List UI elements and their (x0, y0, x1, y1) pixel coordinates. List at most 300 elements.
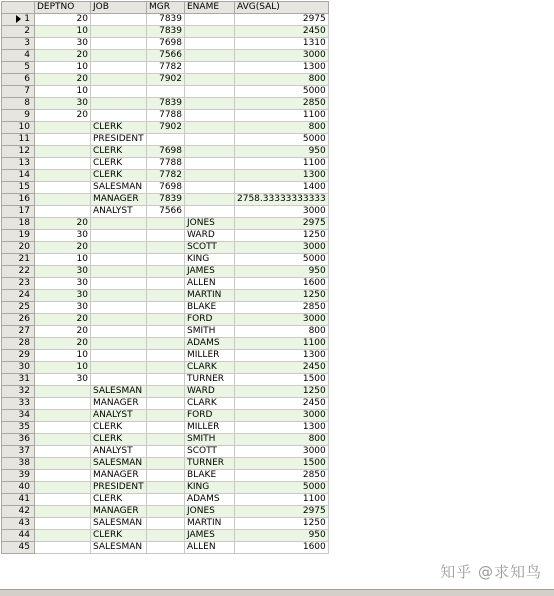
row-number[interactable] (2, 170, 35, 182)
cell-mgr[interactable] (147, 506, 185, 518)
cell-avg-sal[interactable]: 2450 (235, 362, 329, 374)
cell-deptno[interactable] (35, 134, 91, 146)
row-number[interactable] (2, 542, 35, 554)
row-number[interactable] (2, 110, 35, 122)
row-number[interactable] (2, 74, 35, 86)
table-row[interactable] (2, 506, 329, 518)
cell-ename[interactable] (185, 74, 235, 86)
cell-mgr[interactable] (147, 350, 185, 362)
table-row[interactable] (2, 110, 329, 122)
cell-job[interactable] (91, 326, 147, 338)
cell-deptno[interactable]: 20 (35, 218, 91, 230)
row-number[interactable] (2, 398, 35, 410)
cell-ename[interactable] (185, 206, 235, 218)
cell-mgr[interactable]: 7782 (147, 170, 185, 182)
row-number[interactable] (2, 242, 35, 254)
cell-ename[interactable] (185, 86, 235, 98)
cell-mgr[interactable] (147, 482, 185, 494)
cell-mgr[interactable]: 7839 (147, 194, 185, 206)
cell-avg-sal[interactable]: 2450 (235, 398, 329, 410)
cell-job[interactable]: SALESMAN (91, 386, 147, 398)
cell-ename[interactable]: SMITH (185, 326, 235, 338)
row-number[interactable] (2, 266, 35, 278)
cell-ename[interactable]: KING (185, 482, 235, 494)
cell-ename[interactable]: JONES (185, 218, 235, 230)
cell-mgr[interactable] (147, 542, 185, 554)
cell-job[interactable]: MANAGER (91, 398, 147, 410)
cell-job[interactable]: ANALYST (91, 446, 147, 458)
cell-job[interactable] (91, 230, 147, 242)
cell-avg-sal[interactable]: 3000 (235, 314, 329, 326)
cell-job[interactable] (91, 74, 147, 86)
cell-ename[interactable]: FORD (185, 410, 235, 422)
cell-deptno[interactable]: 30 (35, 266, 91, 278)
table-row[interactable] (2, 146, 329, 158)
row-number[interactable] (2, 458, 35, 470)
cell-job[interactable] (91, 374, 147, 386)
table-row[interactable] (2, 530, 329, 542)
table-row[interactable] (2, 374, 329, 386)
cell-avg-sal[interactable]: 2975 (235, 506, 329, 518)
cell-mgr[interactable] (147, 458, 185, 470)
column-header-mgr[interactable]: MGR (147, 2, 185, 14)
cell-mgr[interactable]: 7788 (147, 158, 185, 170)
row-number[interactable] (2, 386, 35, 398)
cell-ename[interactable] (185, 98, 235, 110)
cell-deptno[interactable] (35, 446, 91, 458)
row-number[interactable] (2, 530, 35, 542)
cell-mgr[interactable] (147, 314, 185, 326)
cell-deptno[interactable] (35, 170, 91, 182)
cell-ename[interactable] (185, 158, 235, 170)
table-row[interactable] (2, 494, 329, 506)
cell-ename[interactable]: WARD (185, 386, 235, 398)
cell-job[interactable] (91, 278, 147, 290)
cell-avg-sal[interactable]: 1300 (235, 422, 329, 434)
cell-job[interactable] (91, 62, 147, 74)
row-number[interactable] (2, 134, 35, 146)
cell-job[interactable] (91, 86, 147, 98)
cell-mgr[interactable] (147, 530, 185, 542)
cell-job[interactable] (91, 314, 147, 326)
table-row[interactable] (2, 362, 329, 374)
cell-ename[interactable] (185, 146, 235, 158)
cell-avg-sal[interactable]: 950 (235, 266, 329, 278)
cell-deptno[interactable]: 30 (35, 278, 91, 290)
cell-avg-sal[interactable]: 800 (235, 434, 329, 446)
table-row[interactable] (2, 50, 329, 62)
cell-mgr[interactable] (147, 254, 185, 266)
row-number[interactable] (2, 230, 35, 242)
table-row[interactable] (2, 398, 329, 410)
cell-deptno[interactable]: 10 (35, 254, 91, 266)
cell-job[interactable]: CLERK (91, 122, 147, 134)
cell-ename[interactable] (185, 170, 235, 182)
table-row[interactable] (2, 458, 329, 470)
cell-avg-sal[interactable]: 2450 (235, 26, 329, 38)
row-number[interactable] (2, 374, 35, 386)
table-row[interactable] (2, 350, 329, 362)
cell-mgr[interactable] (147, 410, 185, 422)
cell-job[interactable] (91, 254, 147, 266)
cell-ename[interactable]: JAMES (185, 530, 235, 542)
cell-deptno[interactable]: 20 (35, 50, 91, 62)
cell-job[interactable] (91, 14, 147, 26)
cell-deptno[interactable]: 20 (35, 14, 91, 26)
cell-deptno[interactable] (35, 386, 91, 398)
row-number[interactable] (2, 518, 35, 530)
cell-ename[interactable]: WARD (185, 230, 235, 242)
cell-avg-sal[interactable]: 1100 (235, 110, 329, 122)
row-number[interactable] (2, 122, 35, 134)
cell-avg-sal[interactable]: 2975 (235, 218, 329, 230)
cell-ename[interactable] (185, 122, 235, 134)
horizontal-scrollbar[interactable] (0, 589, 554, 596)
cell-deptno[interactable] (35, 470, 91, 482)
cell-job[interactable]: CLERK (91, 434, 147, 446)
table-row[interactable] (2, 158, 329, 170)
cell-avg-sal[interactable]: 800 (235, 122, 329, 134)
row-number[interactable] (2, 182, 35, 194)
cell-job[interactable]: MANAGER (91, 194, 147, 206)
cell-job[interactable]: CLERK (91, 146, 147, 158)
cell-deptno[interactable]: 20 (35, 74, 91, 86)
cell-ename[interactable]: JONES (185, 506, 235, 518)
cell-ename[interactable] (185, 134, 235, 146)
row-number[interactable] (2, 446, 35, 458)
cell-deptno[interactable] (35, 182, 91, 194)
table-row[interactable] (2, 470, 329, 482)
row-number[interactable] (2, 206, 35, 218)
cell-mgr[interactable]: 7782 (147, 62, 185, 74)
table-row[interactable] (2, 230, 329, 242)
row-number[interactable] (2, 302, 35, 314)
cell-mgr[interactable] (147, 278, 185, 290)
cell-deptno[interactable] (35, 518, 91, 530)
cell-mgr[interactable] (147, 386, 185, 398)
table-row[interactable] (2, 338, 329, 350)
cell-ename[interactable]: BLAKE (185, 470, 235, 482)
cell-mgr[interactable] (147, 266, 185, 278)
cell-deptno[interactable] (35, 434, 91, 446)
cell-avg-sal[interactable]: 5000 (235, 482, 329, 494)
cell-mgr[interactable]: 7698 (147, 38, 185, 50)
cell-job[interactable] (91, 26, 147, 38)
row-number[interactable] (2, 14, 35, 26)
cell-mgr[interactable]: 7698 (147, 146, 185, 158)
table-row[interactable] (2, 290, 329, 302)
cell-avg-sal[interactable]: 2758.33333333333 (235, 194, 329, 206)
cell-avg-sal[interactable]: 3000 (235, 206, 329, 218)
cell-deptno[interactable]: 30 (35, 302, 91, 314)
cell-deptno[interactable] (35, 506, 91, 518)
cell-avg-sal[interactable]: 1400 (235, 182, 329, 194)
cell-ename[interactable]: TURNER (185, 458, 235, 470)
table-row[interactable] (2, 254, 329, 266)
column-header-deptno[interactable]: DEPTNO (35, 2, 91, 14)
cell-mgr[interactable] (147, 374, 185, 386)
cell-deptno[interactable]: 10 (35, 350, 91, 362)
row-number[interactable] (2, 26, 35, 38)
row-number[interactable] (2, 506, 35, 518)
cell-ename[interactable]: FORD (185, 314, 235, 326)
cell-deptno[interactable]: 10 (35, 362, 91, 374)
table-row[interactable] (2, 446, 329, 458)
cell-avg-sal[interactable]: 1250 (235, 518, 329, 530)
cell-job[interactable] (91, 110, 147, 122)
cell-job[interactable] (91, 38, 147, 50)
cell-job[interactable] (91, 302, 147, 314)
cell-ename[interactable]: ADAMS (185, 338, 235, 350)
cell-mgr[interactable] (147, 470, 185, 482)
cell-mgr[interactable] (147, 518, 185, 530)
cell-mgr[interactable] (147, 242, 185, 254)
cell-mgr[interactable] (147, 398, 185, 410)
table-row[interactable] (2, 182, 329, 194)
table-row[interactable] (2, 482, 329, 494)
cell-deptno[interactable] (35, 122, 91, 134)
cell-deptno[interactable] (35, 146, 91, 158)
cell-deptno[interactable] (35, 398, 91, 410)
cell-deptno[interactable]: 10 (35, 26, 91, 38)
cell-job[interactable] (91, 350, 147, 362)
cell-mgr[interactable] (147, 362, 185, 374)
cell-mgr[interactable] (147, 218, 185, 230)
cell-ename[interactable]: MILLER (185, 350, 235, 362)
row-number[interactable] (2, 86, 35, 98)
column-header-job[interactable]: JOB (91, 2, 147, 14)
row-number[interactable] (2, 218, 35, 230)
cell-deptno[interactable]: 20 (35, 326, 91, 338)
cell-job[interactable]: MANAGER (91, 470, 147, 482)
cell-mgr[interactable]: 7902 (147, 122, 185, 134)
cell-avg-sal[interactable]: 5000 (235, 86, 329, 98)
cell-job[interactable]: SALESMAN (91, 542, 147, 554)
cell-avg-sal[interactable]: 3000 (235, 242, 329, 254)
cell-deptno[interactable] (35, 194, 91, 206)
cell-avg-sal[interactable]: 1100 (235, 158, 329, 170)
cell-deptno[interactable] (35, 482, 91, 494)
cell-deptno[interactable]: 30 (35, 230, 91, 242)
cell-ename[interactable] (185, 182, 235, 194)
cell-avg-sal[interactable]: 1600 (235, 542, 329, 554)
cell-deptno[interactable]: 20 (35, 110, 91, 122)
cell-avg-sal[interactable]: 5000 (235, 134, 329, 146)
cell-deptno[interactable]: 10 (35, 86, 91, 98)
cell-mgr[interactable]: 7788 (147, 110, 185, 122)
table-row[interactable] (2, 434, 329, 446)
cell-deptno[interactable] (35, 422, 91, 434)
row-number[interactable] (2, 410, 35, 422)
cell-deptno[interactable] (35, 458, 91, 470)
column-header-avg-sal[interactable]: AVG(SAL) (235, 2, 329, 14)
cell-mgr[interactable] (147, 230, 185, 242)
cell-avg-sal[interactable]: 1250 (235, 290, 329, 302)
cell-mgr[interactable]: 7566 (147, 206, 185, 218)
cell-job[interactable] (91, 50, 147, 62)
cell-job[interactable]: PRESIDENT (91, 482, 147, 494)
cell-job[interactable]: SALESMAN (91, 518, 147, 530)
cell-deptno[interactable] (35, 158, 91, 170)
cell-avg-sal[interactable]: 3000 (235, 410, 329, 422)
cell-ename[interactable] (185, 14, 235, 26)
cell-mgr[interactable]: 7566 (147, 50, 185, 62)
cell-deptno[interactable] (35, 530, 91, 542)
cell-avg-sal[interactable]: 1500 (235, 374, 329, 386)
cell-avg-sal[interactable]: 1500 (235, 458, 329, 470)
cell-job[interactable]: PRESIDENT (91, 134, 147, 146)
cell-ename[interactable]: TURNER (185, 374, 235, 386)
cell-ename[interactable]: KING (185, 254, 235, 266)
table-row[interactable] (2, 326, 329, 338)
cell-avg-sal[interactable]: 950 (235, 146, 329, 158)
cell-ename[interactable] (185, 26, 235, 38)
cell-mgr[interactable]: 7839 (147, 14, 185, 26)
result-grid[interactable] (1, 1, 329, 554)
table-row[interactable] (2, 86, 329, 98)
cell-job[interactable]: SALESMAN (91, 458, 147, 470)
table-row[interactable] (2, 386, 329, 398)
cell-deptno[interactable]: 30 (35, 374, 91, 386)
row-number[interactable] (2, 434, 35, 446)
cell-job[interactable]: CLERK (91, 170, 147, 182)
row-number[interactable] (2, 314, 35, 326)
grid-corner[interactable] (2, 2, 35, 14)
cell-mgr[interactable] (147, 338, 185, 350)
cell-mgr[interactable]: 7839 (147, 98, 185, 110)
cell-mgr[interactable] (147, 434, 185, 446)
cell-job[interactable]: ANALYST (91, 410, 147, 422)
table-row[interactable] (2, 266, 329, 278)
row-number[interactable] (2, 38, 35, 50)
cell-mgr[interactable] (147, 134, 185, 146)
cell-deptno[interactable]: 20 (35, 338, 91, 350)
table-row[interactable] (2, 422, 329, 434)
cell-avg-sal[interactable]: 800 (235, 74, 329, 86)
cell-job[interactable]: CLERK (91, 494, 147, 506)
cell-job[interactable]: CLERK (91, 158, 147, 170)
cell-avg-sal[interactable]: 1250 (235, 386, 329, 398)
cell-avg-sal[interactable]: 1100 (235, 494, 329, 506)
cell-job[interactable]: CLERK (91, 530, 147, 542)
table-row[interactable] (2, 170, 329, 182)
table-row[interactable] (2, 62, 329, 74)
cell-avg-sal[interactable]: 3000 (235, 446, 329, 458)
row-number[interactable] (2, 290, 35, 302)
cell-avg-sal[interactable]: 1600 (235, 278, 329, 290)
table-row[interactable] (2, 410, 329, 422)
cell-ename[interactable]: ADAMS (185, 494, 235, 506)
row-number[interactable] (2, 362, 35, 374)
cell-avg-sal[interactable]: 1100 (235, 338, 329, 350)
table-row[interactable] (2, 98, 329, 110)
cell-mgr[interactable]: 7698 (147, 182, 185, 194)
cell-job[interactable]: MANAGER (91, 506, 147, 518)
row-number[interactable] (2, 470, 35, 482)
cell-deptno[interactable]: 20 (35, 314, 91, 326)
cell-deptno[interactable]: 10 (35, 62, 91, 74)
cell-job[interactable] (91, 266, 147, 278)
cell-ename[interactable] (185, 62, 235, 74)
cell-mgr[interactable]: 7839 (147, 26, 185, 38)
table-row[interactable] (2, 122, 329, 134)
cell-deptno[interactable] (35, 410, 91, 422)
cell-avg-sal[interactable]: 2975 (235, 14, 329, 26)
cell-job[interactable]: CLERK (91, 422, 147, 434)
cell-ename[interactable]: CLARK (185, 362, 235, 374)
row-number[interactable] (2, 338, 35, 350)
row-number[interactable] (2, 158, 35, 170)
cell-job[interactable] (91, 290, 147, 302)
cell-ename[interactable] (185, 50, 235, 62)
row-number[interactable] (2, 62, 35, 74)
row-number[interactable] (2, 494, 35, 506)
row-number[interactable] (2, 50, 35, 62)
cell-avg-sal[interactable]: 950 (235, 530, 329, 542)
table-row[interactable] (2, 302, 329, 314)
cell-mgr[interactable] (147, 302, 185, 314)
row-number[interactable] (2, 146, 35, 158)
cell-avg-sal[interactable]: 1300 (235, 350, 329, 362)
column-header-ename[interactable]: ENAME (185, 2, 235, 14)
table-row[interactable] (2, 314, 329, 326)
cell-mgr[interactable]: 7902 (147, 74, 185, 86)
cell-ename[interactable] (185, 110, 235, 122)
cell-deptno[interactable] (35, 494, 91, 506)
cell-avg-sal[interactable]: 2850 (235, 470, 329, 482)
cell-deptno[interactable]: 20 (35, 242, 91, 254)
cell-job[interactable]: ANALYST (91, 206, 147, 218)
cell-avg-sal[interactable]: 1310 (235, 38, 329, 50)
cell-deptno[interactable]: 30 (35, 38, 91, 50)
row-number[interactable] (2, 254, 35, 266)
row-number[interactable] (2, 98, 35, 110)
row-number[interactable] (2, 278, 35, 290)
cell-job[interactable] (91, 362, 147, 374)
table-row[interactable] (2, 194, 329, 206)
cell-ename[interactable]: CLARK (185, 398, 235, 410)
cell-deptno[interactable] (35, 542, 91, 554)
cell-mgr[interactable] (147, 326, 185, 338)
cell-deptno[interactable] (35, 206, 91, 218)
cell-avg-sal[interactable]: 2850 (235, 302, 329, 314)
cell-ename[interactable]: SMITH (185, 434, 235, 446)
cell-deptno[interactable]: 30 (35, 290, 91, 302)
cell-job[interactable] (91, 98, 147, 110)
cell-deptno[interactable]: 30 (35, 98, 91, 110)
cell-avg-sal[interactable]: 1250 (235, 230, 329, 242)
cell-avg-sal[interactable]: 3000 (235, 50, 329, 62)
cell-mgr[interactable] (147, 446, 185, 458)
table-row[interactable] (2, 14, 329, 26)
cell-ename[interactable] (185, 194, 235, 206)
cell-avg-sal[interactable]: 1300 (235, 62, 329, 74)
cell-avg-sal[interactable]: 800 (235, 326, 329, 338)
row-number[interactable] (2, 326, 35, 338)
table-row[interactable] (2, 218, 329, 230)
cell-avg-sal[interactable]: 1300 (235, 170, 329, 182)
cell-avg-sal[interactable]: 5000 (235, 254, 329, 266)
cell-ename[interactable]: MARTIN (185, 518, 235, 530)
table-row[interactable] (2, 38, 329, 50)
row-number[interactable] (2, 194, 35, 206)
cell-ename[interactable]: BLAKE (185, 302, 235, 314)
row-number[interactable] (2, 482, 35, 494)
cell-job[interactable]: SALESMAN (91, 182, 147, 194)
cell-ename[interactable] (185, 38, 235, 50)
table-row[interactable] (2, 74, 329, 86)
cell-job[interactable] (91, 338, 147, 350)
